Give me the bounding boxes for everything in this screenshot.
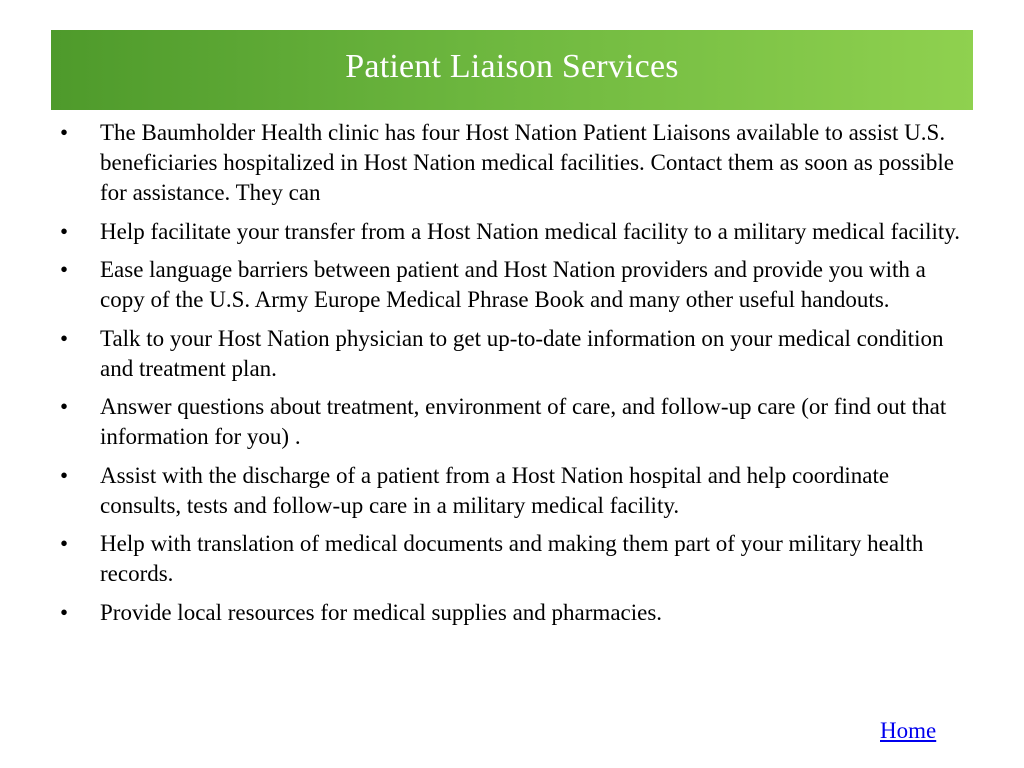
bullet-icon: • xyxy=(60,120,69,145)
bullet-item xyxy=(56,217,966,247)
bullet-item xyxy=(56,324,966,384)
bullet-icon: • xyxy=(60,218,69,244)
bullet-text: Talk to your Host Nation physician to get up-to-date information on your medical condition and treatment plan. xyxy=(100,325,944,381)
bullet-icon: • xyxy=(60,325,69,351)
bullet-icon: • xyxy=(60,599,69,625)
bullet-item xyxy=(56,529,966,589)
bullet-list xyxy=(56,118,966,636)
bullet-text: Help with translation of medical documents and making them part of your military health records. xyxy=(100,531,924,586)
slide-title: Patient Liaison Services xyxy=(345,48,679,85)
bullet-text: Help facilitate your transfer from a Host Nation medical facility to a military medical facility. xyxy=(100,218,961,244)
bullet-icon: • xyxy=(60,394,69,419)
home-link[interactable]: Home xyxy=(880,718,937,743)
bullet-icon: • xyxy=(60,531,69,556)
bullet-icon: • xyxy=(60,462,69,488)
bullet-item xyxy=(56,255,966,315)
bullet-icon: • xyxy=(60,257,69,282)
bullet-text: Ease language barriers between patient and Host Nation providers and provide you with a copy of the U.S. Army Europe Medical Phrase Book and many other useful handouts. xyxy=(100,257,926,312)
bullet-text: The Baumholder Health clinic has four Host Nation Patient Liaisons available to assist U.S. beneficiaries hospitalized in Host Nation medical facilities. Contact them as soon as possible for assistance. They can xyxy=(100,120,954,205)
title-bar xyxy=(51,30,973,110)
bullet-item xyxy=(56,598,966,628)
bullet-item xyxy=(56,461,966,521)
bullet-item xyxy=(56,392,966,452)
bullet-text: Provide local resources for medical supplies and pharmacies. xyxy=(100,599,663,625)
bullet-text: Assist with the discharge of a patient from a Host Nation hospital and help coordinate consults, tests and follow-up care in a military medical facility. xyxy=(100,462,890,518)
bullet-item xyxy=(56,118,966,208)
bullet-text: Answer questions about treatment, environment of care, and follow-up care (or find out that information for you) . xyxy=(100,394,947,449)
